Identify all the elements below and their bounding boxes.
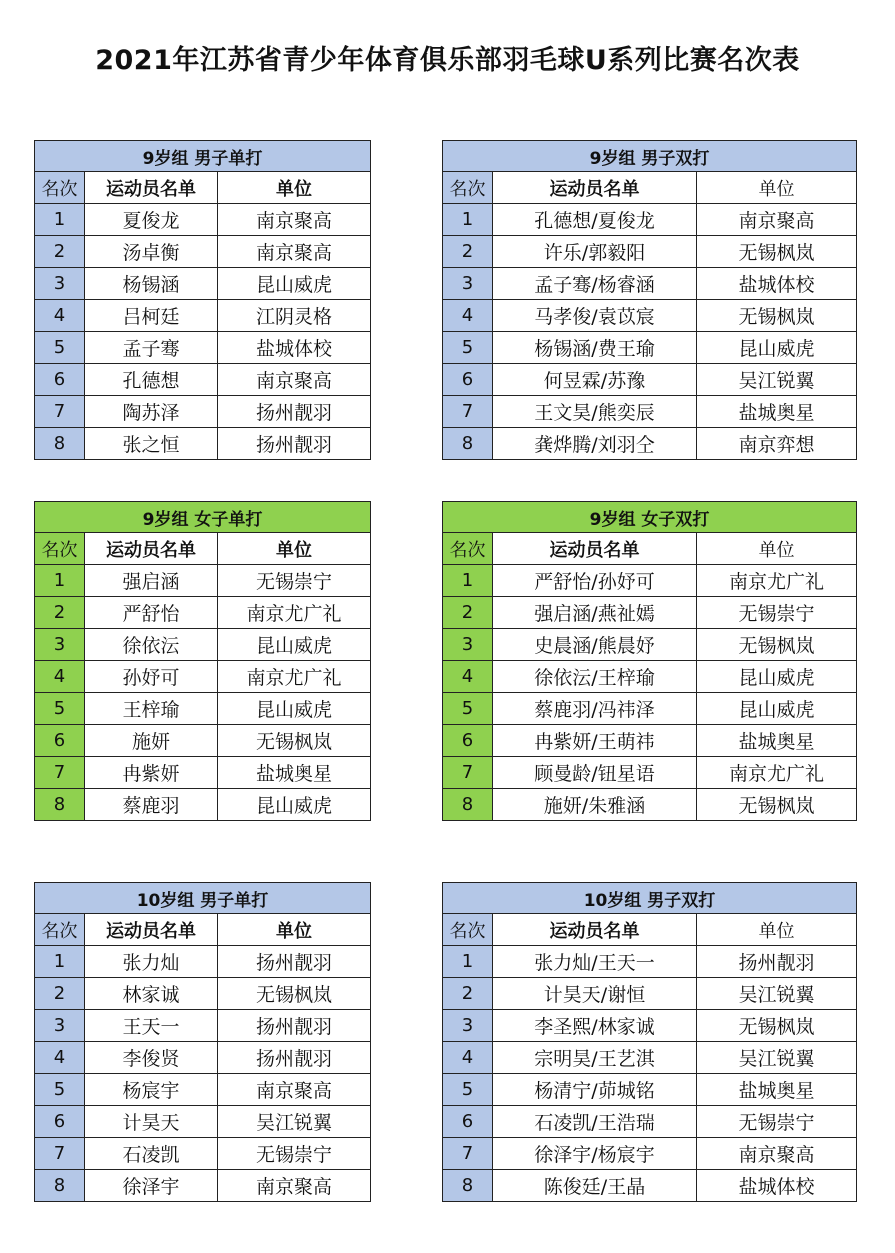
- header-athletes: 运动员名单: [85, 172, 218, 204]
- unit-cell: 盐城奥星: [697, 396, 857, 428]
- table-row: [443, 1042, 857, 1074]
- table-row: [443, 565, 857, 597]
- unit-cell: 南京尤广礼: [697, 757, 857, 789]
- athlete-cell: 汤卓衡: [85, 236, 218, 268]
- athlete-cell: 张之恒: [85, 428, 218, 460]
- athlete-cell: 计昊天: [85, 1106, 218, 1138]
- table-row: [35, 661, 371, 693]
- unit-cell: 扬州靓羽: [218, 428, 371, 460]
- table-title: 9岁组 女子双打: [443, 502, 857, 533]
- table-row: [443, 268, 857, 300]
- athlete-cell: 马孝俊/袁苡宸: [493, 300, 697, 332]
- unit-cell: 南京聚高: [697, 204, 857, 236]
- rank-cell: 4: [443, 1042, 493, 1074]
- unit-cell: 无锡枫岚: [697, 789, 857, 821]
- table-row: [35, 1010, 371, 1042]
- table-row: [35, 332, 371, 364]
- rank-cell: 1: [443, 565, 493, 597]
- rank-cell: 8: [35, 1170, 85, 1202]
- unit-cell: 盐城奥星: [697, 725, 857, 757]
- table-row: [35, 236, 371, 268]
- rank-cell: 8: [443, 428, 493, 460]
- athlete-cell: 徐泽宇: [85, 1170, 218, 1202]
- table-title: 10岁组 男子单打: [35, 883, 371, 914]
- unit-cell: 盐城奥星: [697, 1074, 857, 1106]
- athlete-cell: 宗明昊/王艺淇: [493, 1042, 697, 1074]
- table-row: [35, 978, 371, 1010]
- rank-cell: 8: [443, 1170, 493, 1202]
- athlete-cell: 石凌凯: [85, 1138, 218, 1170]
- rank-cell: 4: [443, 661, 493, 693]
- table-row: [443, 364, 857, 396]
- unit-cell: 无锡枫岚: [697, 236, 857, 268]
- athlete-cell: 冉紫妍/王萌祎: [493, 725, 697, 757]
- rank-cell: 5: [35, 332, 85, 364]
- table-row: [443, 693, 857, 725]
- unit-cell: 昆山威虎: [697, 332, 857, 364]
- unit-cell: 南京聚高: [218, 236, 371, 268]
- table-row: [35, 364, 371, 396]
- athlete-cell: 杨锡涵/费王瑜: [493, 332, 697, 364]
- athlete-cell: 孔德想/夏俊龙: [493, 204, 697, 236]
- athlete-cell: 施妍: [85, 725, 218, 757]
- table-row: [443, 597, 857, 629]
- header-athletes: 运动员名单: [85, 533, 218, 565]
- athlete-cell: 杨宸宇: [85, 1074, 218, 1106]
- table-row: [35, 789, 371, 821]
- header-unit: 单位: [218, 914, 371, 946]
- unit-cell: 无锡崇宁: [697, 597, 857, 629]
- table-row: [35, 757, 371, 789]
- rank-cell: 5: [443, 1074, 493, 1106]
- rank-cell: 3: [443, 1010, 493, 1042]
- table-title: 9岁组 女子单打: [35, 502, 371, 533]
- header-unit: 单位: [697, 533, 857, 565]
- athlete-cell: 徐依沄: [85, 629, 218, 661]
- header-unit: 单位: [697, 914, 857, 946]
- table-title: 9岁组 男子单打: [35, 141, 371, 172]
- rank-cell: 6: [35, 364, 85, 396]
- table-row: [443, 757, 857, 789]
- rank-cell: 2: [443, 597, 493, 629]
- header-rank: 名次: [443, 533, 493, 565]
- athlete-cell: 杨锡涵: [85, 268, 218, 300]
- header-athletes: 运动员名单: [85, 914, 218, 946]
- rank-cell: 2: [443, 978, 493, 1010]
- table-row: [35, 1170, 371, 1202]
- table-row: [35, 725, 371, 757]
- rank-cell: 1: [35, 946, 85, 978]
- rank-cell: 8: [443, 789, 493, 821]
- table-10-boys-doubles: [442, 882, 857, 1202]
- unit-cell: 盐城体校: [218, 332, 371, 364]
- table-10-boys-singles: [34, 882, 371, 1202]
- table-row: [35, 204, 371, 236]
- rank-cell: 5: [35, 693, 85, 725]
- header-rank: 名次: [443, 914, 493, 946]
- unit-cell: 盐城体校: [697, 268, 857, 300]
- athlete-cell: 孙妤可: [85, 661, 218, 693]
- athlete-cell: 顾曼龄/钮星语: [493, 757, 697, 789]
- table-row: [35, 693, 371, 725]
- rank-cell: 6: [443, 364, 493, 396]
- rank-cell: 8: [35, 789, 85, 821]
- table-row: [443, 978, 857, 1010]
- athlete-cell: 李俊贤: [85, 1042, 218, 1074]
- unit-cell: 昆山威虎: [218, 693, 371, 725]
- unit-cell: 无锡崇宁: [218, 1138, 371, 1170]
- rank-cell: 3: [35, 1010, 85, 1042]
- athlete-cell: 计昊天/谢恒: [493, 978, 697, 1010]
- unit-cell: 吴江锐翼: [697, 1042, 857, 1074]
- athlete-cell: 吕柯廷: [85, 300, 218, 332]
- unit-cell: 扬州靓羽: [218, 1010, 371, 1042]
- athlete-cell: 蔡鹿羽: [85, 789, 218, 821]
- athlete-cell: 王梓瑜: [85, 693, 218, 725]
- rank-cell: 1: [443, 204, 493, 236]
- unit-cell: 南京聚高: [218, 1170, 371, 1202]
- header-rank: 名次: [35, 914, 85, 946]
- unit-cell: 无锡崇宁: [218, 565, 371, 597]
- header-unit: 单位: [218, 533, 371, 565]
- unit-cell: 江阴灵格: [218, 300, 371, 332]
- rank-cell: 1: [35, 565, 85, 597]
- athlete-cell: 施妍/朱雅涵: [493, 789, 697, 821]
- athlete-cell: 何昱霖/苏豫: [493, 364, 697, 396]
- athlete-cell: 徐依沄/王梓瑜: [493, 661, 697, 693]
- table-9-girls-singles: [34, 501, 371, 821]
- athlete-cell: 陶苏泽: [85, 396, 218, 428]
- table-row: [35, 1042, 371, 1074]
- rank-cell: 7: [35, 1138, 85, 1170]
- rank-cell: 1: [35, 204, 85, 236]
- rank-cell: 3: [443, 268, 493, 300]
- unit-cell: 昆山威虎: [218, 789, 371, 821]
- athlete-cell: 张力灿/王天一: [493, 946, 697, 978]
- rank-cell: 6: [443, 1106, 493, 1138]
- unit-cell: 吴江锐翼: [697, 364, 857, 396]
- unit-cell: 南京尤广礼: [697, 565, 857, 597]
- rank-cell: 7: [35, 396, 85, 428]
- unit-cell: 无锡枫岚: [697, 629, 857, 661]
- rank-cell: 5: [443, 693, 493, 725]
- rank-cell: 6: [35, 725, 85, 757]
- rank-cell: 4: [35, 300, 85, 332]
- unit-cell: 南京弈想: [697, 428, 857, 460]
- athlete-cell: 王文昊/熊奕辰: [493, 396, 697, 428]
- table-row: [443, 661, 857, 693]
- athlete-cell: 林家诚: [85, 978, 218, 1010]
- table-row: [443, 300, 857, 332]
- rank-cell: 6: [35, 1106, 85, 1138]
- athlete-cell: 孟子骞/杨睿涵: [493, 268, 697, 300]
- header-athletes: 运动员名单: [493, 914, 697, 946]
- unit-cell: 无锡枫岚: [697, 1010, 857, 1042]
- rank-cell: 4: [35, 661, 85, 693]
- rank-cell: 4: [35, 1042, 85, 1074]
- athlete-cell: 石凌凯/王浩瑞: [493, 1106, 697, 1138]
- athlete-cell: 冉紫妍: [85, 757, 218, 789]
- unit-cell: 无锡枫岚: [697, 300, 857, 332]
- table-row: [35, 428, 371, 460]
- table-row: [443, 332, 857, 364]
- unit-cell: 南京尤广礼: [218, 597, 371, 629]
- athlete-cell: 杨清宁/茆城铭: [493, 1074, 697, 1106]
- table-row: [443, 789, 857, 821]
- table-9-boys-singles: [34, 140, 371, 460]
- table-row: [443, 946, 857, 978]
- unit-cell: 无锡枫岚: [218, 725, 371, 757]
- rank-cell: 3: [35, 629, 85, 661]
- rank-cell: 7: [443, 757, 493, 789]
- athlete-cell: 强启涵/燕祉嫣: [493, 597, 697, 629]
- athlete-cell: 孟子骞: [85, 332, 218, 364]
- unit-cell: 无锡崇宁: [697, 1106, 857, 1138]
- rank-cell: 1: [443, 946, 493, 978]
- unit-cell: 昆山威虎: [697, 693, 857, 725]
- rank-cell: 5: [443, 332, 493, 364]
- athlete-cell: 张力灿: [85, 946, 218, 978]
- rank-cell: 7: [35, 757, 85, 789]
- athlete-cell: 蔡鹿羽/冯祎泽: [493, 693, 697, 725]
- table-9-boys-doubles: [442, 140, 857, 460]
- table-row: [443, 396, 857, 428]
- unit-cell: 扬州靓羽: [218, 946, 371, 978]
- rank-cell: 3: [35, 268, 85, 300]
- unit-cell: 盐城奥星: [218, 757, 371, 789]
- rank-cell: 5: [35, 1074, 85, 1106]
- unit-cell: 扬州靓羽: [218, 1042, 371, 1074]
- athlete-cell: 陈俊廷/王晶: [493, 1170, 697, 1202]
- table-row: [443, 428, 857, 460]
- table-row: [35, 1074, 371, 1106]
- header-unit: 单位: [697, 172, 857, 204]
- rank-cell: 8: [35, 428, 85, 460]
- athlete-cell: 许乐/郭毅阳: [493, 236, 697, 268]
- unit-cell: 无锡枫岚: [218, 978, 371, 1010]
- header-unit: 单位: [218, 172, 371, 204]
- athlete-cell: 强启涵: [85, 565, 218, 597]
- rank-cell: 2: [443, 236, 493, 268]
- table-row: [443, 725, 857, 757]
- header-rank: 名次: [443, 172, 493, 204]
- unit-cell: 昆山威虎: [697, 661, 857, 693]
- table-row: [443, 204, 857, 236]
- table-row: [35, 268, 371, 300]
- unit-cell: 南京聚高: [697, 1138, 857, 1170]
- unit-cell: 吴江锐翼: [218, 1106, 371, 1138]
- table-row: [35, 1138, 371, 1170]
- athlete-cell: 夏俊龙: [85, 204, 218, 236]
- athlete-cell: 史晨涵/熊晨妤: [493, 629, 697, 661]
- unit-cell: 昆山威虎: [218, 268, 371, 300]
- athlete-cell: 严舒怡/孙妤可: [493, 565, 697, 597]
- unit-cell: 南京聚高: [218, 1074, 371, 1106]
- athlete-cell: 李圣熙/林家诚: [493, 1010, 697, 1042]
- unit-cell: 扬州靓羽: [697, 946, 857, 978]
- athlete-cell: 龚烨腾/刘羽仝: [493, 428, 697, 460]
- header-athletes: 运动员名单: [493, 172, 697, 204]
- rank-cell: 7: [443, 396, 493, 428]
- table-row: [443, 1010, 857, 1042]
- unit-cell: 吴江锐翼: [697, 978, 857, 1010]
- rank-cell: 3: [443, 629, 493, 661]
- rank-cell: 4: [443, 300, 493, 332]
- header-rank: 名次: [35, 533, 85, 565]
- athlete-cell: 孔德想: [85, 364, 218, 396]
- table-title: 10岁组 男子双打: [443, 883, 857, 914]
- rank-cell: 2: [35, 236, 85, 268]
- table-row: [35, 300, 371, 332]
- athlete-cell: 徐泽宇/杨宸宇: [493, 1138, 697, 1170]
- table-row: [443, 1106, 857, 1138]
- athlete-cell: 严舒怡: [85, 597, 218, 629]
- header-rank: 名次: [35, 172, 85, 204]
- table-row: [35, 946, 371, 978]
- table-row: [35, 565, 371, 597]
- header-athletes: 运动员名单: [493, 533, 697, 565]
- table-row: [35, 396, 371, 428]
- unit-cell: 昆山威虎: [218, 629, 371, 661]
- unit-cell: 南京聚高: [218, 364, 371, 396]
- page-title: 2021年江苏省青少年体育俱乐部羽毛球U系列比赛名次表: [95, 45, 800, 76]
- table-title: 9岁组 男子双打: [443, 141, 857, 172]
- athlete-cell: 王天一: [85, 1010, 218, 1042]
- table-row: [443, 1074, 857, 1106]
- table-row: [443, 1170, 857, 1202]
- table-row: [443, 1138, 857, 1170]
- table-row: [35, 597, 371, 629]
- rank-cell: 7: [443, 1138, 493, 1170]
- rank-cell: 2: [35, 597, 85, 629]
- table-row: [35, 1106, 371, 1138]
- rank-cell: 2: [35, 978, 85, 1010]
- table-row: [443, 629, 857, 661]
- unit-cell: 扬州靓羽: [218, 396, 371, 428]
- unit-cell: 盐城体校: [697, 1170, 857, 1202]
- rank-cell: 6: [443, 725, 493, 757]
- table-row: [443, 236, 857, 268]
- unit-cell: 南京聚高: [218, 204, 371, 236]
- table-9-girls-doubles: [442, 501, 857, 821]
- unit-cell: 南京尤广礼: [218, 661, 371, 693]
- table-row: [35, 629, 371, 661]
